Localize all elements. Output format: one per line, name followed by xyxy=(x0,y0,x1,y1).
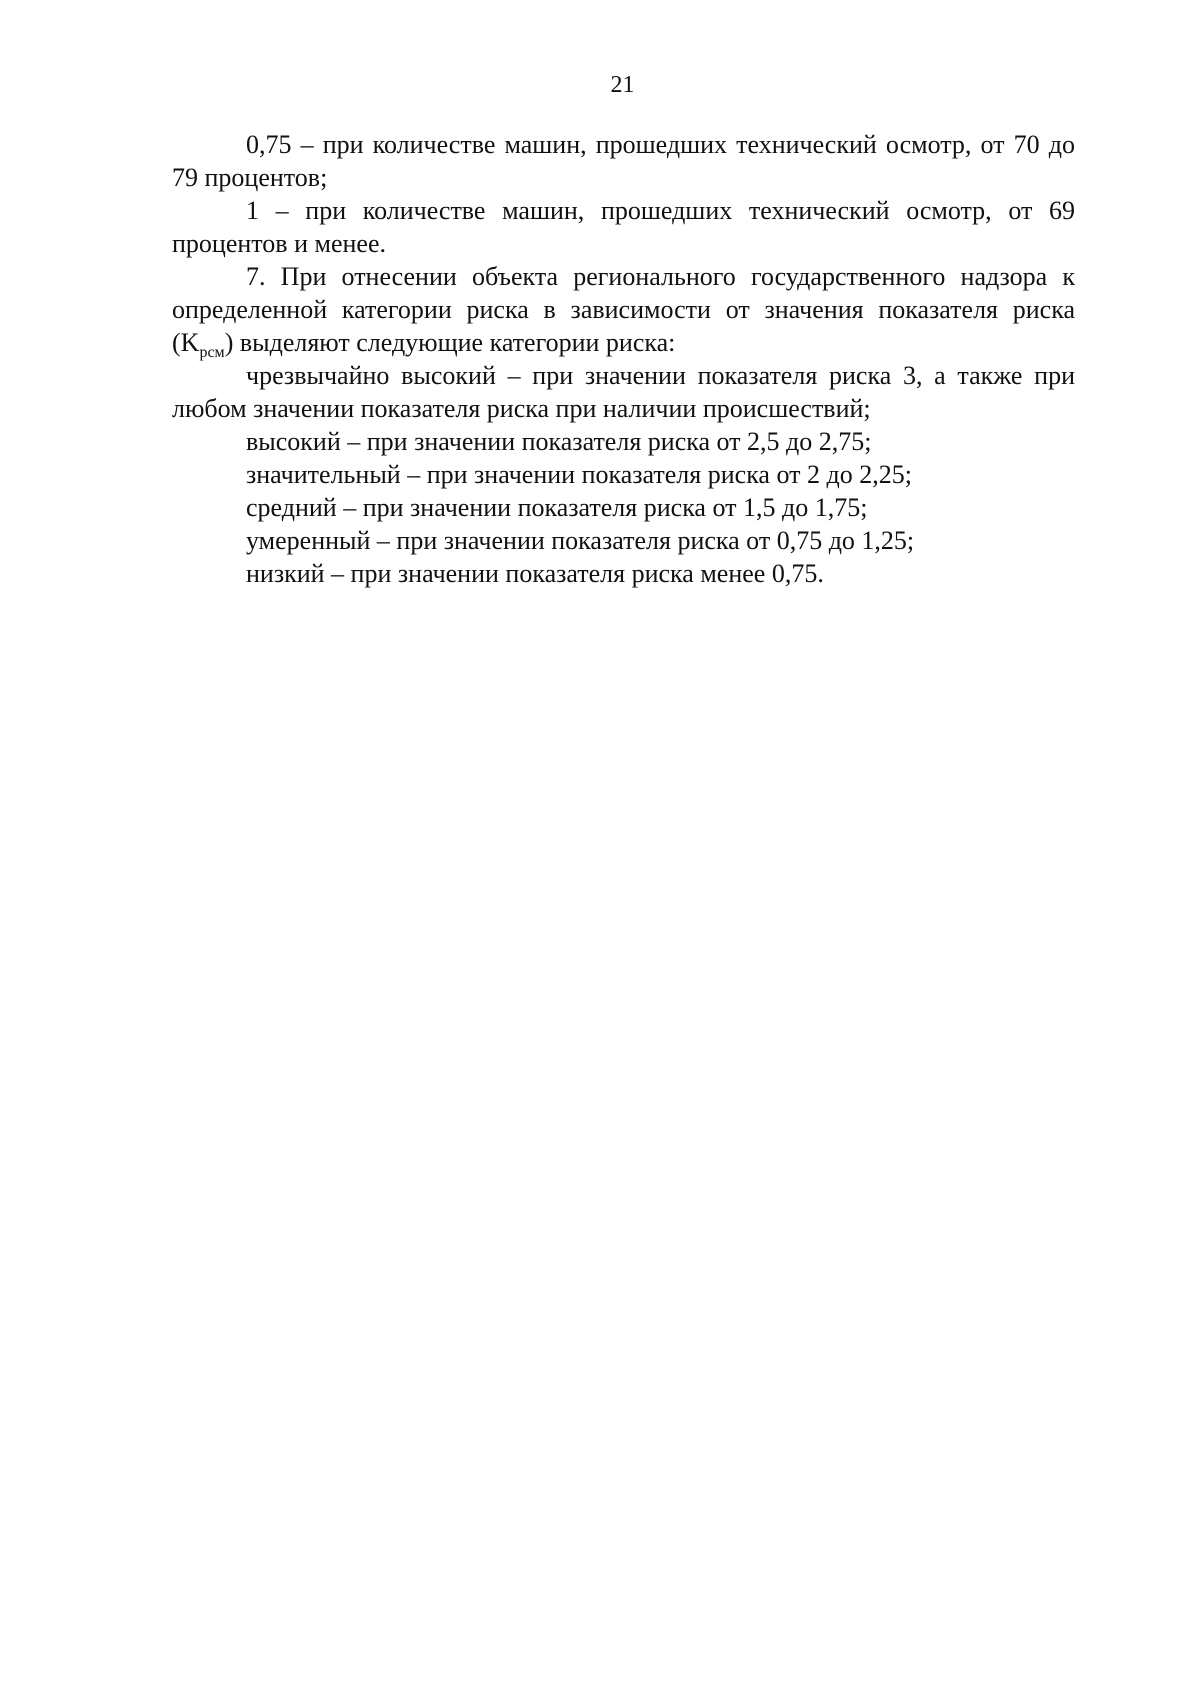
category-significant: значительный – при значении показателя риска от 2 до 2,25; xyxy=(246,460,912,489)
paragraph-075: 0,75 – при количестве машин, прошедших технический осмотр, от 70 до 79 процентов; xyxy=(172,130,1075,192)
paragraph-7 xyxy=(172,260,1075,359)
page-number: 21 xyxy=(610,72,635,98)
category-high: высокий – при значении показателя риска от 2,5 до 2,75; xyxy=(246,427,872,456)
paragraph-7-text-end: ) выделяют следующие категории риска: xyxy=(224,328,676,357)
risk-indicator-subscript: рсм xyxy=(199,344,225,361)
paragraph-1: 1 – при количестве машин, прошедших технический осмотр, от 69 процентов и менее. xyxy=(172,196,1075,258)
category-moderate: умеренный – при значении показателя риска от 0,75 до 1,25; xyxy=(246,526,915,555)
paragraph-7-text-start: 7. При отнесении объекта регионального государственного надзора к определенной категории риска в зависимости от значения показателя риска ( xyxy=(172,262,1075,357)
risk-indicator-symbol: K xyxy=(180,328,200,357)
document-body xyxy=(172,128,1075,590)
category-medium: средний – при значении показателя риска от 1,5 до 1,75; xyxy=(246,493,868,522)
category-low: низкий – при значении показателя риска менее 0,75. xyxy=(246,559,824,588)
category-extremely-high: чрезвычайно высокий – при значении показателя риска 3, а также при любом значении показателя риска при наличии происшествий; xyxy=(172,361,1075,423)
